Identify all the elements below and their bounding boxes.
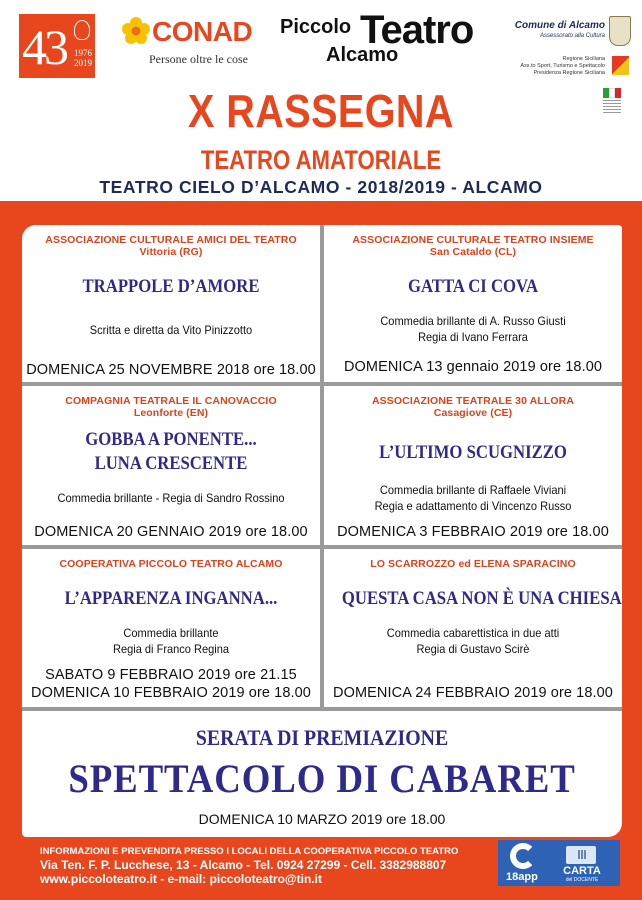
crest-icon bbox=[74, 20, 90, 40]
show-desc: Commedia brillante di Raffaele Viviani bbox=[379, 483, 567, 497]
show-place: Casagiove (CE) bbox=[433, 407, 513, 419]
show-card bbox=[324, 386, 622, 545]
logo-teatro: Teatro bbox=[360, 8, 474, 52]
carta-label: CARTA bbox=[563, 865, 601, 877]
show-org: ASSOCIAZIONE TEATRALE 30 ALLORA bbox=[371, 395, 575, 407]
show-desc: Scritta e diretta da Vito Pinizzotto bbox=[89, 323, 253, 337]
coat-of-arms-icon bbox=[609, 16, 631, 46]
venue-line: TEATRO CIELO D’ALCAMO - 2018/2019 - ALCAMO bbox=[99, 177, 543, 197]
show-org: COOPERATIVA PICCOLO TEATRO ALCAMO bbox=[59, 558, 283, 570]
footer-address: Via Ten. F. P. Lucchese, 13 - Alcamo - Tel. 0924 27299 - Cell. 3382988807 bbox=[40, 858, 447, 872]
show-desc: Commedia brillante di A. Russo Giusti bbox=[380, 314, 566, 328]
footer-info: INFORMAZIONI E PREVENDITA PRESSO I LOCALI DELLA COOPERATIVA PICCOLO TEATRO bbox=[40, 846, 459, 857]
regione-siciliana-logo bbox=[505, 54, 635, 84]
row-divider bbox=[22, 707, 622, 711]
conad-brand: CONAD bbox=[152, 16, 253, 47]
show-card bbox=[324, 549, 622, 707]
fita-text-lines bbox=[603, 100, 621, 114]
show-org: LO SCARROZZO ed ELENA SPARACINO bbox=[370, 558, 576, 570]
show-title: L’ULTIMO SCUGNIZZO bbox=[379, 442, 567, 463]
18app-label: 18app bbox=[506, 871, 538, 883]
show-date: DOMENICA 20 GENNAIO 2019 ore 18.00 bbox=[34, 524, 308, 540]
flag-red bbox=[615, 88, 621, 98]
show-card bbox=[324, 225, 622, 382]
regione-line-3: Presidenza Regione Siciliana bbox=[533, 70, 605, 76]
show-date: DOMENICA 24 FEBBRAIO 2019 ore 18.00 bbox=[333, 685, 613, 701]
show-desc: Commedia cabarettistica in due atti bbox=[386, 626, 560, 640]
comune-di-alcamo-logo bbox=[505, 16, 635, 52]
trinacria-flag-icon bbox=[612, 56, 629, 75]
show-desc: Commedia brillante bbox=[123, 626, 219, 640]
regione-line-1: Regione Siciliana bbox=[562, 56, 605, 62]
logo-alcamo: Alcamo bbox=[326, 44, 399, 66]
show-org: ASSOCIAZIONE CULTURALE AMICI DEL TEATRO bbox=[45, 234, 297, 246]
logo-year-end: 2019 bbox=[74, 58, 92, 68]
show-date: DOMENICA 3 FEBBRAIO 2019 ore 18.00 bbox=[337, 524, 609, 540]
finale-pretitle: SERATA DI PREMIAZIONE bbox=[195, 725, 449, 750]
show-desc: Regia di Franco Regina bbox=[112, 642, 229, 656]
piccolo-teatro-logo bbox=[280, 10, 495, 70]
show-place: Leonforte (EN) bbox=[133, 407, 209, 419]
payment-badges bbox=[498, 840, 620, 886]
show-desc: Regia di Ivano Ferrara bbox=[418, 330, 528, 344]
show-card bbox=[22, 225, 320, 382]
show-title: GATTA CI COVA bbox=[407, 276, 539, 297]
page-subtitle: TEATRO AMATORIALE bbox=[200, 145, 442, 175]
show-place: Vittoria (RG) bbox=[139, 246, 203, 258]
show-title: LUNA CRESCENTE bbox=[94, 453, 248, 474]
logo-piccolo: Piccolo bbox=[280, 16, 352, 38]
show-card bbox=[22, 549, 320, 707]
qr-icon bbox=[578, 850, 587, 859]
18app-badge bbox=[504, 843, 544, 885]
conad-tagline: Persone oltre le cose bbox=[149, 52, 248, 66]
show-desc: Commedia brillante - Regia di Sandro Rossino bbox=[57, 491, 285, 505]
show-title: GOBBA A PONENTE... bbox=[85, 429, 257, 450]
show-date: SABATO 9 FEBBRAIO 2019 ore 21.15 bbox=[45, 667, 297, 683]
carta-sub-label: del DOCENTE bbox=[565, 877, 599, 883]
show-date: DOMENICA 13 gennaio 2019 ore 18.00 bbox=[343, 359, 603, 375]
18app-icon bbox=[510, 843, 536, 869]
show-title: L’APPARENZA INGANNA... bbox=[64, 588, 278, 609]
show-date: DOMENICA 25 NOVEMBRE 2018 ore 18.00 bbox=[26, 362, 316, 378]
comune-dept: Assessorato alla Cultura bbox=[539, 33, 605, 39]
finale-title: SPETTACOLO DI CABARET bbox=[68, 756, 576, 801]
show-desc: Regia e adattamento di Vincenzo Russo bbox=[374, 499, 572, 513]
finale-date: DOMENICA 10 MARZO 2019 ore 18.00 bbox=[198, 811, 446, 827]
carta-docente-badge bbox=[556, 844, 614, 884]
flower-icon bbox=[122, 17, 150, 45]
show-title: TRAPPOLE D’AMORE bbox=[82, 276, 260, 297]
comune-name: Comune di Alcamo bbox=[514, 20, 605, 31]
conad-logo bbox=[120, 14, 260, 66]
logo-year-start: 1976 bbox=[74, 48, 92, 58]
program-card bbox=[22, 225, 622, 837]
page-title: X RASSEGNA bbox=[188, 85, 454, 137]
logo-43-years bbox=[74, 48, 92, 68]
regione-line-2: Ass.to Sport, Turismo e Spettacolo bbox=[520, 63, 605, 69]
show-date: DOMENICA 10 FEBBRAIO 2019 ore 18.00 bbox=[31, 685, 311, 701]
logo-43-number: 43 bbox=[22, 19, 66, 75]
footer-web-email: www.piccoloteatro.it - e-mail: piccoloteatro@tin.it bbox=[40, 872, 322, 886]
show-card bbox=[22, 386, 320, 545]
show-desc: Regia di Gustavo Scirè bbox=[416, 642, 530, 656]
show-org: ASSOCIAZIONE CULTURALE TEATRO INSIEME bbox=[352, 234, 594, 246]
show-org: COMPAGNIA TEATRALE IL CANOVACCIO bbox=[65, 395, 277, 407]
show-title: QUESTA CASA NON È UNA CHIESA bbox=[341, 588, 622, 609]
anniversary-43-logo bbox=[19, 14, 95, 78]
show-place: San Cataldo (CL) bbox=[429, 246, 517, 258]
fita-logo bbox=[603, 88, 621, 116]
